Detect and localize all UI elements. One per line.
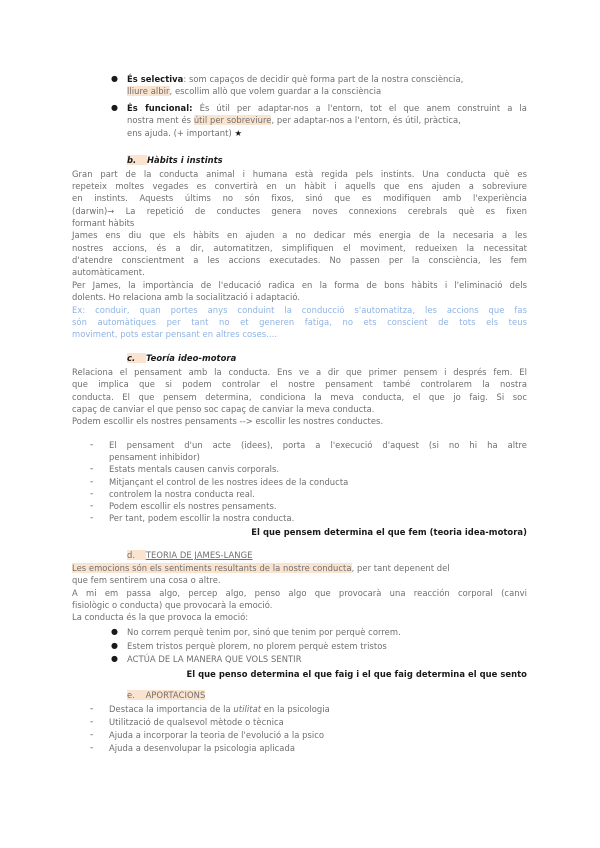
section-c-title: Teoría ideo-motora — [145, 353, 237, 363]
dash-item: controlem la nostra conducta real. — [109, 489, 256, 499]
bullet-dot: ● — [111, 627, 118, 636]
paragraph-line: repeteix moltes vegades es convertirà en un hàbit i aquells que ens ajuden a sobreviure — [72, 181, 527, 191]
dash-item: Destaca la importancia de la utilitat en la psicologia — [109, 704, 330, 714]
james-lange-line-1: Les emocions són els sentiments resultants de la nostre conducta, per tant depenent del — [72, 563, 450, 573]
dash-marker: - — [90, 704, 94, 714]
section-b-letter: b. — [127, 155, 137, 165]
paragraph-line: Gran part de la conducta animal i humana està regida pels instints. Una conducta què es — [72, 169, 527, 179]
dash-item: Ajuda a desenvolupar la psicologia aplicada — [109, 743, 296, 753]
dash-item: Per tant, podem escollir la nostra conducta. — [109, 513, 295, 523]
section-c-letter: c. — [127, 353, 136, 363]
dash-item: Estats mentals causen canvis corporals. — [109, 464, 280, 474]
bullet-dot: ● — [111, 103, 118, 112]
dash-marker: - — [90, 477, 94, 487]
paragraph-line: dolents. Ho relaciona amb la socialització i adaptació. — [72, 292, 301, 302]
bullet-item: ACTÚA DE LA MANERA QUE VOLS SENTIR — [127, 654, 302, 664]
selectiva-line-1: És selectiva: som capaços de decidir què forma part de la nostra consciència, — [127, 74, 464, 84]
section-c-heading — [127, 353, 236, 364]
bullet-item: Estem tristos perquè plorem, no plorem perquè estem tristos — [127, 641, 387, 651]
bullet-dot: ● — [111, 654, 118, 663]
example-line: moviment, pots estar pensant en altres coses.... — [72, 329, 278, 339]
util-sobreviure-highlight: útil per sobreviure — [193, 115, 272, 125]
dash-marker: - — [90, 513, 94, 523]
dash-item: Podem escollir els nostres pensaments. — [109, 501, 277, 511]
paragraph-line: fisiològic o conducta) que provocarà la emoció. — [72, 600, 273, 610]
dash-marker: - — [90, 440, 94, 450]
paragraph-line: en instints. Aquests últims no són fixos, sinó que es modifiquen amb l'experiència — [72, 193, 527, 203]
section-d-letter: d. — [127, 550, 136, 560]
funcional-line-3: ens ajuda. (+ important) ★ — [127, 128, 243, 138]
star-icon: ★ — [234, 128, 243, 138]
lliure-albir-highlight: lliure albir — [127, 86, 170, 96]
dash-item: Mitjançant el control de les nostres idees de la conducta — [109, 477, 349, 487]
emocions-highlight: Les emocions són els sentiments resultants de la nostre conducta — [72, 563, 352, 573]
section-b-title: Hàbits i instints — [147, 155, 223, 165]
bullet-dot: ● — [111, 74, 118, 83]
dash-marker: - — [90, 464, 94, 474]
funcional-title: És funcional: — [127, 103, 193, 113]
selectiva-line-2: lliure albir, escollim allò que volem guardar a la consciència — [127, 86, 382, 96]
dash-item: Utilització de qualsevol mètode o tècnica — [109, 717, 284, 727]
paragraph-line: A mi em passa algo, percep algo, penso algo que provocarà una reacción corporal (canvi — [72, 588, 527, 598]
paragraph-line: que fem sentirem una cosa o altre. — [72, 575, 221, 585]
paragraph-line: (darwin)→ La repetició de conductes genera noves connexions cerebrals què es fixen — [72, 206, 527, 216]
paragraph-line: James ens diu que els hàbits en ajuden a no dedicar més energia de la necesaria a les — [72, 230, 527, 240]
dash-item: Ajuda a incorporar la teoria de l'evolució a la psico — [109, 730, 325, 740]
example-line: són automàtiques per tant no et generen fatiga, no ets conscient de tots els teus — [72, 317, 527, 327]
section-e-title: APORTACIONS — [145, 690, 206, 700]
section-b-heading — [127, 155, 223, 166]
section-d-conclusion: El que penso determina el que faig i el que faig determina el que sento — [186, 669, 527, 679]
bullet-item: No correm perquè tenim por, sinó que tenim por perquè correm. — [127, 627, 401, 637]
paragraph-line: automàticament. — [72, 267, 145, 277]
paragraph-line: d'atendre conscientment a les accions executades. No passen per la consciència, les fem — [72, 255, 527, 265]
paragraph-line: capaç de canviar el que penso soc capaç de canviar la meva conducta. — [72, 404, 375, 414]
paragraph-line: conducta. El que pensem determina, condiciona la meva conducta, el que jo faig. Si soc — [72, 392, 527, 402]
funcional-line-2: nostra ment és útil per sobreviure, per adaptar-nos a l'entorn, és útil, pràctica, — [127, 115, 461, 125]
dash-marker: - — [90, 743, 94, 753]
section-d-title: TEORIA DE JAMES-LANGE — [145, 550, 253, 560]
section-c-conclusion: El que pensem determina el que fem (teoria idea-motora) — [251, 527, 527, 537]
dash-marker: - — [90, 717, 94, 727]
paragraph-line: La conducta és la que provoca la emoció: — [72, 612, 249, 622]
dash-item-continued: pensament inhibidor) — [109, 452, 200, 462]
funcional-line-1: És funcional: És útil per adaptar-nos a l'entorn, tot el que anem construint a la — [127, 103, 527, 113]
bullet-dot: ● — [111, 641, 118, 650]
section-e-heading — [127, 690, 205, 701]
example-line: Ex: conduir, quan portes anys conduint la conducció s'automatitza, les accions que fas — [72, 305, 527, 315]
paragraph-line: que implica que si podem controlar el nostre pensament també controlarem la nostra — [72, 379, 527, 389]
dash-marker: - — [90, 730, 94, 740]
selectiva-title: És selectiva — [127, 74, 184, 84]
dash-marker: - — [90, 489, 94, 499]
paragraph-line: Relaciona el pensament amb la conducta. Ens ve a dir que primer pensem i després fem. El — [72, 367, 527, 377]
dash-item: El pensament d'un acte (idees), porta a l'execució d'aquest (si no hi ha altre — [109, 440, 527, 450]
section-e-letter: e. — [127, 690, 135, 700]
paragraph-line: formant hàbits — [72, 218, 135, 228]
paragraph-line: Per James, la importància de l'educació radica en la forma de bons hàbits i l'eliminació dels — [72, 280, 527, 290]
paragraph-line: Podem escollir els nostres pensaments --> escollir les nostres conductes. — [72, 416, 384, 426]
paragraph-line: nostres accions, és a dir, automatitzen, simplifiquen el moviment, redueixen la necessitat — [72, 243, 527, 253]
dash-marker: - — [90, 501, 94, 511]
section-d-heading — [127, 550, 253, 561]
